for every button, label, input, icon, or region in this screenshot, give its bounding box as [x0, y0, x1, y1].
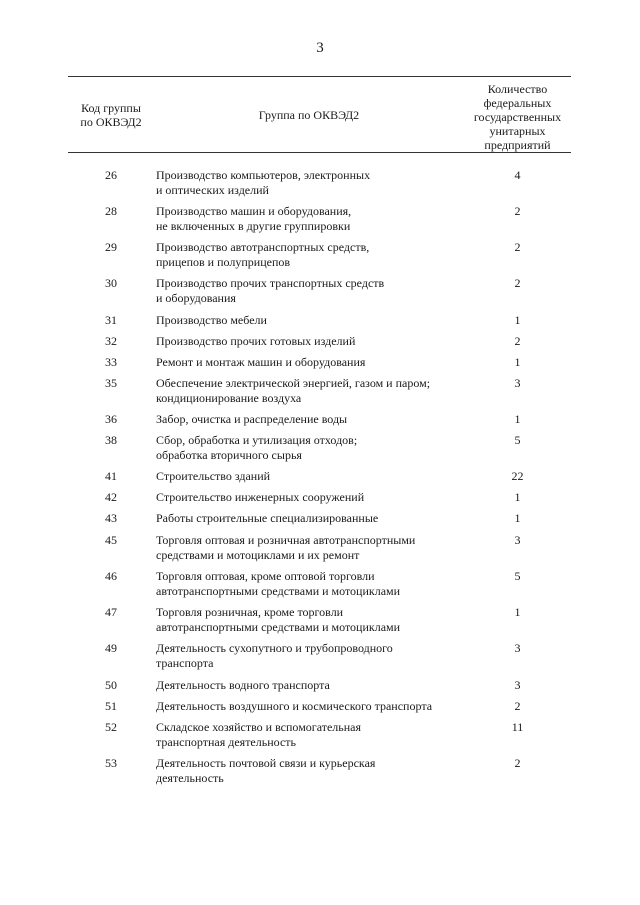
row-code: 33	[105, 355, 117, 369]
row-code: 42	[105, 490, 117, 504]
row-count: 3	[514, 533, 521, 547]
row-count: 1	[514, 313, 521, 327]
row-group-name: Деятельность водного транспорта	[156, 678, 330, 692]
row-group-name: Деятельность воздушного и космического транспорта	[156, 699, 433, 713]
row-group-name: Обеспечение электрической энергией, газом и паром; кондиционирование воздуха	[156, 376, 431, 405]
row-group-name: Производство компьютеров, электронных и оптических изделий	[156, 168, 371, 197]
header-count-label: Количество федеральных государственных унитарных предприятий	[473, 82, 562, 152]
row-count: 3	[514, 678, 521, 692]
page-number: 3	[316, 40, 324, 56]
row-group-name: Строительство инженерных сооружений	[156, 490, 365, 504]
row-code: 30	[105, 276, 117, 290]
row-code: 49	[105, 641, 117, 655]
row-code: 41	[105, 469, 117, 483]
table-header	[68, 76, 571, 153]
row-code: 31	[105, 313, 117, 327]
row-code: 47	[105, 605, 117, 619]
row-code: 50	[105, 678, 117, 692]
row-count: 2	[514, 334, 521, 348]
header-code-label: Код группы по ОКВЭД2	[80, 100, 142, 129]
row-group-name: Производство автотранспортных средств, прицепов и полуприцепов	[156, 240, 370, 269]
header-bottom-rule	[68, 152, 571, 153]
row-count: 4	[514, 168, 521, 182]
row-group-name: Торговля оптовая, кроме оптовой торговли автотранспортными средствами и мотоциклами	[156, 569, 401, 598]
row-group-name: Деятельность почтовой связи и курьерская деятельность	[156, 756, 376, 785]
row-code: 53	[105, 756, 117, 770]
row-code: 26	[105, 168, 117, 182]
row-group-name: Производство машин и оборудования, не включенных в другие группировки	[156, 204, 352, 233]
row-count: 2	[514, 276, 521, 290]
header-group	[154, 77, 464, 152]
row-group-name: Строительство зданий	[156, 469, 271, 483]
row-group-name: Забор, очистка и распределение воды	[156, 412, 348, 426]
header-group-label: Группа по ОКВЭД2	[258, 107, 360, 122]
row-count: 2	[514, 756, 521, 770]
row-count: 2	[514, 699, 521, 713]
row-count: 3	[514, 641, 521, 655]
row-count: 3	[514, 376, 521, 390]
row-count: 1	[514, 355, 521, 369]
row-group-name: Работы строительные специализированные	[156, 511, 379, 525]
row-count: 2	[514, 204, 521, 218]
header-count	[464, 77, 571, 154]
row-count: 2	[514, 240, 521, 254]
row-group-name: Производство прочих транспортных средств и оборудования	[156, 276, 385, 305]
row-code: 46	[105, 569, 117, 583]
row-count: 1	[514, 490, 521, 504]
row-code: 43	[105, 511, 117, 525]
row-group-name: Деятельность сухопутного и трубопроводного транспорта	[156, 641, 393, 670]
row-count: 1	[514, 511, 521, 525]
row-code: 28	[105, 204, 117, 218]
row-group-name: Торговля розничная, кроме торговли автотранспортными средствами и мотоциклами	[156, 605, 401, 634]
row-group-name: Ремонт и монтаж машин и оборудования	[156, 355, 366, 369]
row-code: 35	[105, 376, 117, 390]
row-code: 45	[105, 533, 117, 547]
row-count: 11	[511, 720, 524, 734]
row-group-name: Производство прочих готовых изделий	[156, 334, 356, 348]
row-count: 5	[514, 569, 521, 583]
row-code: 29	[105, 240, 117, 254]
row-code: 51	[105, 699, 117, 713]
row-code: 36	[105, 412, 117, 426]
row-code: 32	[105, 334, 117, 348]
row-count: 1	[514, 412, 521, 426]
row-group-name: Торговля оптовая и розничная автотранспортными средствами и мотоциклами и их ремонт	[156, 533, 416, 562]
row-group-name: Сбор, обработка и утилизация отходов; обработка вторичного сырья	[156, 433, 358, 462]
row-count: 5	[514, 433, 521, 447]
row-count: 1	[514, 605, 521, 619]
row-code: 38	[105, 433, 117, 447]
row-count: 22	[511, 469, 524, 483]
row-code: 52	[105, 720, 117, 734]
row-group-name: Складское хозяйство и вспомогательная транспортная деятельность	[156, 720, 362, 749]
header-code	[68, 77, 154, 152]
row-group-name: Производство мебели	[156, 313, 267, 327]
